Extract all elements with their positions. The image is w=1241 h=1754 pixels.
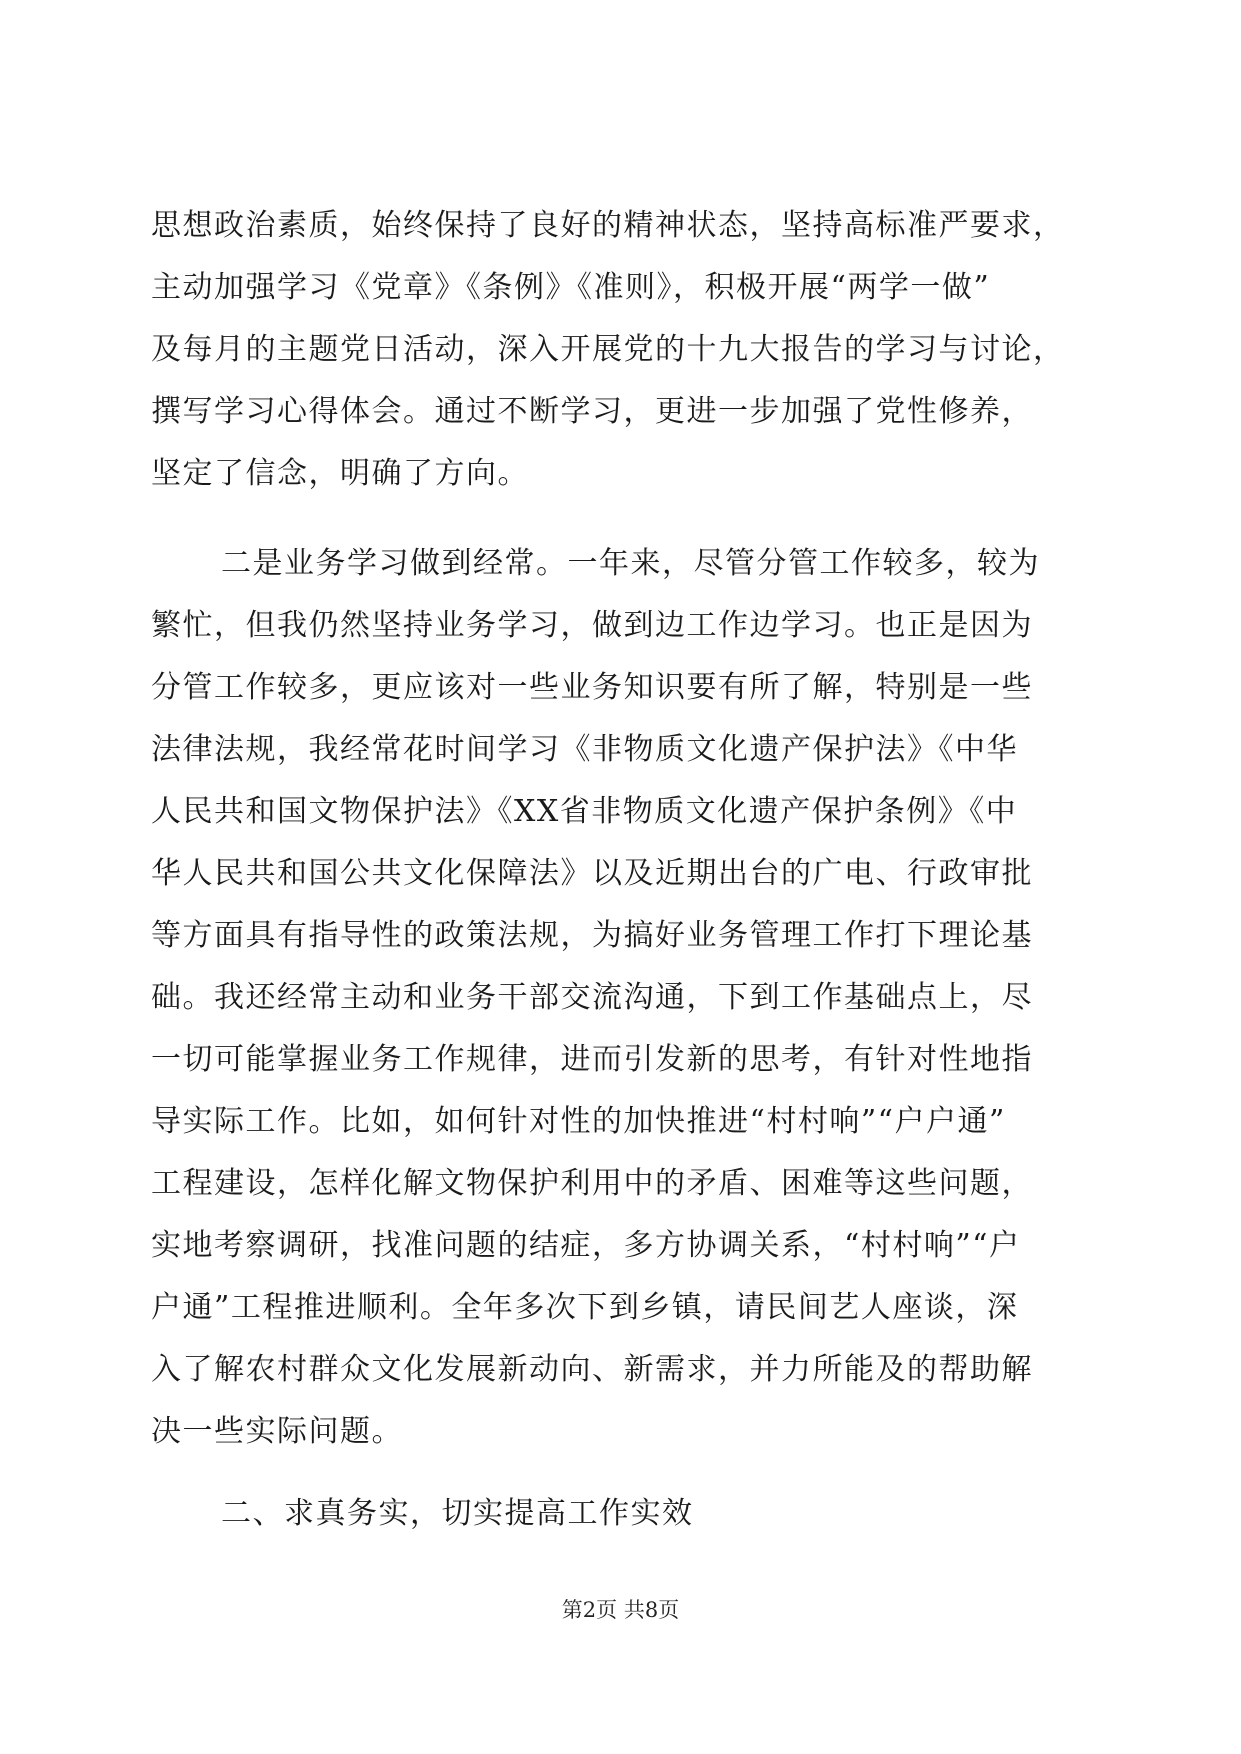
text-line: 实地考察调研，找准问题的结症，多方协调关系，“村村响”“户 <box>151 1228 1021 1263</box>
text-line: 华人民共和国公共文化保障法》以及近期出台的广电、行政审批 <box>151 856 1033 891</box>
text-line: 决一些实际问题。 <box>151 1414 403 1449</box>
text-line: 工程建设，怎样化解文物保护利用中的矛盾、困难等这些问题， <box>151 1166 1033 1201</box>
text-line: 户通”工程推进顺利。全年多次下到乡镇，请民间艺人座谈，深 <box>151 1290 1019 1325</box>
page-number-footer: 第2页 共8页 <box>561 1598 680 1622</box>
paragraph-start-line: 二是业务学习做到经常。一年来，尽管分管工作较多，较为 <box>221 546 1040 581</box>
text-line: 法律法规，我经常花时间学习《非物质文化遗产保护法》《中华 <box>151 732 1018 767</box>
section-heading: 二、求真务实，切实提高工作实效 <box>221 1496 694 1531</box>
text-line: 分管工作较多，更应该对一些业务知识要有所了解，特别是一些 <box>151 670 1033 705</box>
text-line: 人民共和国文物保护法》《XX省非物质文化遗产保护条例》《中 <box>151 794 1018 829</box>
text-line: 繁忙，但我仍然坚持业务学习，做到边工作边学习。也正是因为 <box>151 608 1033 643</box>
text-line: 思想政治素质，始终保持了良好的精神状态，坚持高标准严要求， <box>151 208 1065 243</box>
text-line: 撰写学习心得体会。通过不断学习，更进一步加强了党性修养， <box>151 394 1033 429</box>
text-line: 坚定了信念，明确了方向。 <box>151 456 529 491</box>
text-line: 主动加强学习《党章》《条例》《准则》，积极开展“两学一做” <box>151 270 991 305</box>
text-line: 导实际工作。比如，如何针对性的加快推进“村村响”“户户通” <box>151 1104 1006 1139</box>
text-line: 一切可能掌握业务工作规律，进而引发新的思考，有针对性地指 <box>151 1042 1033 1077</box>
text-line: 等方面具有指导性的政策法规，为搞好业务管理工作打下理论基 <box>151 918 1033 953</box>
text-line: 础。我还经常主动和业务干部交流沟通，下到工作基础点上，尽 <box>151 980 1033 1015</box>
text-line: 入了解农村群众文化发展新动向、新需求，并力所能及的帮助解 <box>151 1352 1033 1387</box>
text-line: 及每月的主题党日活动，深入开展党的十九大报告的学习与讨论， <box>151 332 1065 367</box>
